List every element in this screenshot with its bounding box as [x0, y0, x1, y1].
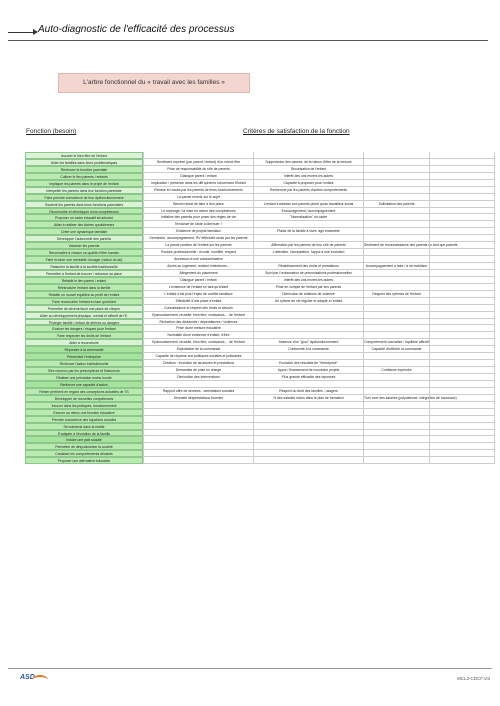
criteria-cell [429, 367, 495, 374]
criteria-cell [363, 332, 429, 339]
criteria-cell [363, 152, 429, 159]
criteria-cell [429, 194, 495, 201]
criteria-cell [253, 319, 363, 326]
criteria-cell [143, 381, 253, 388]
criteria-cell [253, 381, 363, 388]
criteria-cell [429, 221, 495, 228]
criteria-cell [363, 457, 429, 464]
criteria-cell [429, 180, 495, 187]
table-row [25, 159, 495, 166]
function-cell: Créer une dynamique familiale [25, 228, 143, 235]
criteria-cell: Encouragement / accompagnement [253, 208, 363, 215]
function-cell: Pérenniser l'entreprise [25, 353, 143, 360]
function-cell: Développer l'autonomie des parents [25, 235, 143, 242]
criteria-cell: La parole positive de l'enfant sur les parents [143, 242, 253, 249]
function-cell: Renforcer la fonction parentale [25, 166, 143, 173]
criteria-cell [363, 166, 429, 173]
function-cell: Cultiver le lien parents / enfants [25, 173, 143, 180]
table-row [25, 416, 495, 423]
criteria-cell [429, 159, 495, 166]
criteria-cell [429, 388, 495, 395]
criteria-cell [363, 221, 429, 228]
function-cell: Faire évoluer une mentalité d'usager (notion du dû) [25, 256, 143, 263]
criteria-cell: Le repérage / la mise en valeur des compétences [143, 208, 253, 215]
criteria-cell: Diminution des interventions [143, 374, 253, 381]
table-row [25, 381, 495, 388]
criteria-cell: Connaissance et respect des droits et devoirs [143, 305, 253, 312]
criteria-cell [363, 298, 429, 305]
criteria-cell [429, 436, 495, 443]
criteria-cell: L'attention, l'acceptation, l'appui à une évolution [253, 249, 363, 256]
function-cell: Permettre de devenir/avoir une place de citoyen [25, 305, 143, 312]
logo-swoosh-icon [32, 675, 48, 685]
criteria-cell [429, 298, 495, 305]
criteria-cell [253, 312, 363, 319]
table-row [25, 242, 495, 249]
criteria-cell [363, 360, 429, 367]
table-row [25, 450, 495, 457]
criteria-cell [143, 450, 253, 457]
criteria-cell [363, 353, 429, 360]
criteria-cell: Conformité à la commande [253, 346, 363, 353]
criteria-cell [363, 381, 429, 388]
function-column-header: Fonction (besoin) [26, 128, 77, 135]
table-row [25, 270, 495, 277]
criteria-cell [429, 457, 495, 464]
criteria-cell: Normalité d'une existence d'enfant, d'être [143, 332, 253, 339]
criteria-cell: Respect des rythmes de l'enfant [363, 291, 429, 298]
table-row [25, 402, 495, 409]
table-row [25, 360, 495, 367]
criteria-cell [143, 436, 253, 443]
criteria-cell: Dialogue parent / enfant [143, 277, 253, 284]
function-cell: Soutenir les parents dans leurs fonctions parentales [25, 201, 143, 208]
criteria-cell: Diversité desprestations fournies [143, 395, 253, 402]
function-cell: Etre reconnu par les prescripteurs et financeurs [25, 367, 143, 374]
table-row [25, 325, 495, 332]
table-row [25, 180, 495, 187]
criteria-cell [253, 436, 363, 443]
criteria-cell [363, 284, 429, 291]
table-row [25, 319, 495, 326]
function-cell: Faire respecter les droits de l'enfant [25, 332, 143, 339]
criteria-cell [253, 305, 363, 312]
table-row [25, 249, 495, 256]
criteria-cell [429, 201, 495, 208]
table-row [25, 374, 495, 381]
function-cell: Permettre de désjudiciariser la société [25, 443, 143, 450]
criteria-cell [429, 423, 495, 430]
table-row [25, 214, 495, 221]
criteria-cell [429, 284, 495, 291]
criteria-cell: % des salariés inclus dans le plan de formation [253, 395, 363, 402]
criteria-cell: Confiance exprimée [363, 367, 429, 374]
criteria-cell [363, 208, 429, 215]
criteria-cell [429, 319, 495, 326]
criteria-cell [429, 305, 495, 312]
function-cell: Aider à reconstruire [25, 339, 143, 346]
criteria-cell: L'enfant n'est plus l'enjeu de conflits familiaux [143, 291, 253, 298]
criteria-cell: Accès au logement, relation extérieures... [143, 263, 253, 270]
table-row [25, 166, 495, 173]
criteria-cell: Respect du droit des familles : usagers [253, 388, 363, 395]
criteria-cell: Besoin réduit de faire à leur place [143, 201, 253, 208]
criteria-cell [429, 416, 495, 423]
criteria-cell: Initiative des parents pour poser des règles de vie [143, 214, 253, 221]
criteria-cell: Intérêt des uns envers les autres [253, 277, 363, 284]
criteria-cell [143, 152, 253, 159]
criteria-cell: Comportement normalisé / équilibre affectif [364, 340, 429, 345]
criteria-cell: Turn over des salariés (polyvalence, intégration de nouveaux) [364, 395, 457, 400]
criteria-cell [429, 409, 495, 416]
criteria-cell: Appui / financement de nouveaux projets [253, 367, 363, 374]
criteria-cell [253, 443, 363, 450]
criteria-cell: Affirmation par les parents de leur rôle de parents [253, 242, 363, 249]
table-row [25, 152, 495, 159]
table-row [25, 173, 495, 180]
criteria-cell [143, 402, 253, 409]
function-cell: Innover dans les pratiques, fonctionnement [25, 402, 143, 409]
criteria-cell [143, 457, 253, 464]
criteria-cell: Evolution des résultats de "l'entreprise" [253, 360, 363, 367]
criteria-cell [363, 312, 429, 319]
page-header [8, 22, 488, 42]
criteria-cell [253, 152, 363, 159]
function-cell: Protéger famille / enfant de dérives ou dangers [25, 319, 143, 326]
criteria-cell: Diminution de relations de violence [253, 291, 363, 298]
criteria-cell: Existence de projets familiaux [143, 228, 253, 235]
criteria-cell [429, 166, 495, 173]
table-row [25, 235, 495, 242]
criteria-cell: Accompagnement à faire / à se mobiliser [363, 263, 429, 270]
criteria-cell [253, 402, 363, 409]
criteria-cell [143, 423, 253, 430]
criteria-cell [363, 436, 429, 443]
function-cell: Rétablir un nouvel équilibre au profit de l'enfant [25, 291, 143, 298]
criteria-cell [429, 353, 495, 360]
criteria-cell: Suppression des causes, de la raison d'être de la mesure [253, 159, 363, 166]
criteria-cell [253, 235, 363, 242]
criteria-cell: Exploitation de la commande [143, 346, 253, 353]
criteria-cell [363, 277, 429, 284]
criteria-cell: Prise en compte de l'enfant par ses parents [253, 284, 363, 291]
criteria-cell [363, 443, 429, 450]
function-cell: Permettre à l'enfant de trouver / retrouver sa place [25, 270, 143, 277]
criteria-cell [363, 388, 429, 395]
criteria-cell: Recherche par les parents d'autres comportements [253, 187, 363, 194]
criteria-cell: Plaisir de la famille à vivre, agir ensemble [253, 228, 363, 235]
criteria-cell: Implication / présence dans les diff sphères concernant l'Enfant [143, 180, 253, 187]
table-row [25, 457, 495, 464]
criteria-cell [253, 194, 363, 201]
criteria-cell: Rétablissement des droits et prestations [253, 263, 363, 270]
criteria-cell [429, 256, 495, 263]
criteria-cell [363, 187, 429, 194]
criteria-cell: Dialogue parent / enfant [143, 173, 253, 180]
function-cell: Aider au développement physique, mental et affectif de l'E. [25, 312, 143, 319]
logo-text: ASD [20, 674, 35, 681]
criteria-cell: Sentiment exprimé (par parent / enfant) d'un mieux être [143, 159, 253, 166]
criteria-cell [429, 374, 495, 381]
function-cell: Exercer au mieux une fonction éducative [25, 409, 143, 416]
criteria-cell [363, 159, 429, 166]
footer-rule [8, 668, 492, 669]
criteria-cell: Capacité d'infléchir la commande [363, 346, 429, 353]
function-cell: Evaluer les dangers / risques pour l'enfant [25, 325, 143, 332]
criteria-cell [429, 270, 495, 277]
criteria-cell [253, 353, 363, 360]
table-row [25, 291, 495, 298]
criteria-cell [363, 194, 429, 201]
criteria-cell [143, 430, 253, 437]
function-cell: Se maintenir dans la réalité [25, 423, 143, 430]
function-cell: Rester pertinent en regard des conceptions actuelles de TS [25, 388, 143, 395]
criteria-cell [429, 381, 495, 388]
criteria-cell [429, 325, 495, 332]
criteria-cell [429, 360, 495, 367]
criteria-cell: Plus grande efficacité des réponses [253, 374, 363, 381]
function-cell: Faire reconnaître l'enfant en tant qu'enfant [25, 298, 143, 305]
criteria-cell [429, 395, 495, 402]
criteria-cell: Un rythme de vie régulier et adapté à l'enfant [253, 298, 363, 305]
criteria-cell [363, 214, 429, 221]
criteria-cell: Posture professionnelle : écoute, humilité, respect [143, 249, 253, 256]
criteria-cell [363, 228, 429, 235]
criteria-cell [363, 249, 429, 256]
criteria-cell: Réduction des déviances / dépendances / violences [143, 319, 253, 326]
table-row [25, 194, 495, 201]
criteria-cell [429, 430, 495, 437]
criteria-cell [253, 325, 363, 332]
criteria-cell [143, 409, 253, 416]
criteria-cell: Démarche, accompagnement, RV effectués seuls par les parents [143, 235, 253, 242]
criteria-column-header: Critères de satisfaction de la fonction [243, 128, 350, 135]
criteria-cell [363, 305, 429, 312]
subtitle-box: L'arbre fonctionnel du « travail avec les familles » [58, 73, 250, 93]
criteria-cell [429, 332, 495, 339]
arrow-icon [8, 32, 36, 33]
function-cell: Reconnaître à chacun sa qualité d'être humain [25, 249, 143, 256]
criteria-cell [429, 228, 495, 235]
criteria-cell: La parole revenir sur le sujet [143, 194, 253, 201]
function-cell: S'adapter à l'évolution de la famille [25, 430, 143, 437]
criteria-cell [363, 423, 429, 430]
criteria-cell: Rapport offre de services : orientations sociales [143, 388, 253, 395]
table-row [25, 346, 495, 353]
criteria-cell [363, 402, 429, 409]
criteria-cell [253, 423, 363, 430]
table-row [25, 263, 495, 270]
criteria-cell: Capacité de réponse aux politiques sociales et judiciaires [143, 353, 253, 360]
document-reference: MCL3-CDCF.Vol [456, 676, 490, 681]
table-row [25, 367, 495, 374]
criteria-cell [363, 235, 429, 242]
criteria-cell [363, 173, 429, 180]
criteria-cell [253, 450, 363, 457]
criteria-cell [363, 374, 429, 381]
criteria-cell: Accession à une autonomisation [143, 256, 253, 263]
function-cell: Réintroduire l'enfant dans la famille [25, 284, 143, 291]
function-tree-table [25, 152, 495, 464]
table-row [25, 436, 495, 443]
criteria-cell: Création : évolution de structures et prestations [143, 360, 253, 367]
criteria-cell [429, 346, 495, 353]
function-cell: Induire une paix sociale [25, 436, 143, 443]
function-cell: Valoriser les parents [25, 242, 143, 249]
function-cell: Proposer un cadre éducatif structurant [25, 214, 143, 221]
criteria-cell: Intérêt des uns envers les autres [253, 173, 363, 180]
criteria-cell [429, 263, 495, 270]
table-row [25, 284, 495, 291]
criteria-cell [143, 416, 253, 423]
criteria-cell [429, 187, 495, 194]
criteria-cell [363, 416, 429, 423]
table-row [25, 256, 495, 263]
table-row [25, 332, 495, 339]
criteria-cell [253, 409, 363, 416]
criteria-cell [429, 208, 495, 215]
criteria-cell [363, 325, 429, 332]
criteria-cell [429, 339, 495, 346]
function-cell: Rétablir le lien parent / enfant [25, 277, 143, 284]
criteria-cell: Sollicitation des parents [363, 201, 429, 208]
table-row [25, 187, 495, 194]
criteria-cell [429, 235, 495, 242]
criteria-cell [429, 242, 495, 249]
criteria-cell [253, 416, 363, 423]
criteria-cell [429, 291, 495, 298]
function-cell: Renforcer une capacité d'action [25, 381, 143, 388]
criteria-cell: Epanouissement, réussite, bien être, croissance,... de l'enfant [143, 312, 253, 319]
criteria-cell [363, 450, 429, 457]
company-logo [20, 673, 50, 685]
table-row [25, 395, 495, 402]
criteria-cell: Tendance de l'aide à diminuer ? [143, 221, 253, 228]
table-row [25, 305, 495, 312]
table-row [25, 221, 495, 228]
criteria-cell [363, 180, 429, 187]
function-cell: Interpeller les parents dans leur fonction parentale [25, 187, 143, 194]
criteria-cell: "Normalisation" du cadre [253, 214, 363, 221]
criteria-cell: Sécurisation de l'enfant [253, 166, 363, 173]
criteria-cell: Absence d'un "gros" dysfonctionnement [253, 339, 363, 346]
table-row [25, 353, 495, 360]
criteria-cell [363, 430, 429, 437]
criteria-cell: L'enfant s'adresse aux parents plutôt qu'au travailleur social [253, 201, 363, 208]
function-cell: Impliquer les parents dans le projet de l'enfant [25, 180, 143, 187]
criteria-cell: Epanouissement, réussite, bien être, croissance,... de l'enfant [143, 339, 253, 346]
table-row [25, 339, 495, 346]
criteria-cell [429, 173, 495, 180]
table-row [25, 423, 495, 430]
page-title: Auto-diagnostic de l'efficacité des processus [38, 24, 235, 35]
table-row [25, 208, 495, 215]
criteria-cell: Effectivité d'une place d'enfant [143, 298, 253, 305]
criteria-cell [363, 256, 429, 263]
function-cell: Proposer une alternative éducative [25, 457, 143, 464]
function-cell: Assurer le bien être de l'enfant [25, 152, 143, 159]
header-rule [8, 40, 488, 41]
table-row [25, 201, 495, 208]
criteria-cell: Prise d'une mesure éducative [143, 325, 253, 332]
function-cell: Renforcer l'action institutionnelle [25, 360, 143, 367]
criteria-cell [429, 214, 495, 221]
criteria-cell [253, 221, 363, 228]
table-row [25, 277, 495, 284]
criteria-cell [253, 430, 363, 437]
criteria-cell: Capacité à proposer pour l'enfant [253, 180, 363, 187]
function-cell: Répondre à la commande [25, 346, 143, 353]
table-row [25, 228, 495, 235]
criteria-cell [363, 270, 429, 277]
function-cell: Développer de nouvelles compétences [25, 395, 143, 402]
criteria-cell [429, 443, 495, 450]
criteria-cell [429, 312, 495, 319]
criteria-cell [429, 249, 495, 256]
function-cell: Canaliser les comportements déviants [25, 450, 143, 457]
function-cell: Faire prendre conscience de leur dysfonctionnement [25, 194, 143, 201]
criteria-cell [253, 457, 363, 464]
criteria-cell: Remise en cause par les parents de leurs fonctionnements [143, 187, 253, 194]
function-cell: Réaliser une prestation moins lourde [25, 374, 143, 381]
criteria-cell [363, 409, 429, 416]
table-row [25, 443, 495, 450]
table-row [25, 388, 495, 395]
criteria-cell [143, 443, 253, 450]
table-row [25, 312, 495, 319]
function-cell: Aider à réaliser des tâches quotidiennes [25, 221, 143, 228]
criteria-cell: Allègement du placement [143, 270, 253, 277]
criteria-cell [429, 402, 495, 409]
criteria-cell [429, 277, 495, 284]
table-row [25, 298, 495, 305]
criteria-cell [429, 450, 495, 457]
function-cell: Reconnaître et développer leurs compétences [25, 208, 143, 215]
table-row [25, 430, 495, 437]
function-cell: Prendre conscience des injustices sociales [25, 416, 143, 423]
criteria-cell [253, 332, 363, 339]
criteria-cell: L'existence de l'enfant en tant qu'enfant [143, 284, 253, 291]
criteria-cell: Demandes de prise en charge [143, 367, 253, 374]
criteria-cell [253, 256, 363, 263]
criteria-cell: Prise de responsabilité du rôle de parents [143, 166, 253, 173]
criteria-cell: Suivi par l'ordonnateur de préconisations professionnelles [253, 270, 363, 277]
table-row [25, 409, 495, 416]
criteria-cell: Sentiment de reconnaissance des parents en tant que parents [364, 243, 458, 248]
function-cell: Aider les familles dans leurs problématiques [25, 159, 143, 166]
criteria-cell [429, 152, 495, 159]
criteria-cell [363, 319, 429, 326]
function-cell: Rattacher la famille à la société traditionnelle [25, 263, 143, 270]
